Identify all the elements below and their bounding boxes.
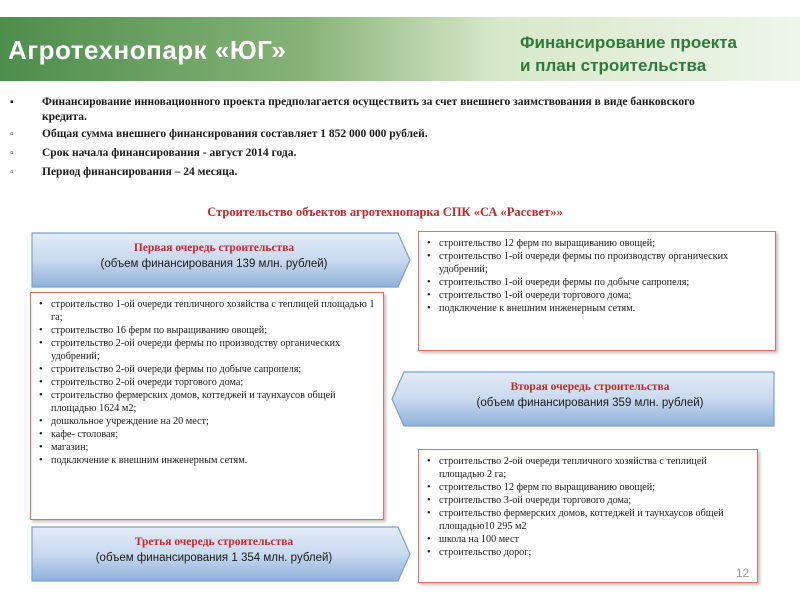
bullet-icon: • [427,508,431,519]
bullet-icon: • [427,303,431,314]
list-item [427,481,749,494]
bullet-icon: • [39,325,43,336]
list-item [427,507,749,533]
second-stage-arrow [390,370,776,428]
list-item [427,546,749,559]
list-item-text: строительство 2-ой очереди тепличного хозяйства с теплицей площадью 2 га; [439,456,707,480]
list-item [39,389,375,415]
list-item-text: строительство фермерских домов, коттеджей и таунхаусов общей площадью 1624 м2; [51,390,336,414]
second-stage-label [406,379,774,411]
intro-text: Общая сумма внешнего финансирования составляет 1 852 000 000 рублей. [42,128,428,140]
list-item [427,237,767,250]
list-item-text: кафе- столовая; [51,429,119,440]
bullet-icon: • [427,547,431,558]
list-item-text: строительство фермерских домов, коттеджей и таунхаусов общей площадью10 295 м2 [439,508,724,532]
list-item-text: строительство 1-ой очереди тепличного хозяйства с теплицей площадью 1 га; [51,299,375,323]
bullet-icon: • [39,299,43,310]
list-item-text: подключение к внешним инженерным сетям. [439,303,636,314]
list-item [427,455,749,481]
bullet-icon: • [427,495,431,506]
list-item [427,494,749,507]
intro-text: Период финансирования – 24 месяца. [42,166,238,178]
bullet-icon: • [39,390,43,401]
list-item-text: строительство 2-ой очереди фермы по производству органических удобрений; [51,338,341,362]
bullet-icon: • [39,364,43,375]
list-item-text: строительство 1-ой очереди фермы по производству органических удобрений; [439,251,729,275]
bullet-icon: • [427,482,431,493]
third-stage-title: Третья очередь строительства [134,536,294,548]
square-bullet-icon: ▫ [10,148,14,159]
list-item [39,337,375,363]
intro-list [10,95,710,184]
bullet-icon: • [427,456,431,467]
page-number: 12 [736,566,750,580]
intro-item [10,127,710,142]
list-item [39,454,375,467]
first-stage-arrow [30,231,412,289]
bullet-icon: • [427,534,431,545]
list-item [39,428,375,441]
intro-text: Срок начала финансирования - август 2014 года. [42,147,297,159]
list-item [427,533,749,546]
intro-item [10,146,710,161]
list-item [427,276,767,289]
list-item-text: строительство 16 ферм по выращиванию овощей; [51,325,268,336]
square-bullet-icon: ▫ [10,167,14,178]
bullet-icon: • [427,238,431,249]
list-item [427,289,767,302]
first-stage-list [418,231,776,351]
third-stage-arrow [30,525,412,583]
list-item-text: строительство 2-ой очереди торгового дома; [51,377,244,388]
list-item-text: магазин; [51,442,89,453]
bullet-icon: • [39,338,43,349]
list-item [39,376,375,389]
second-stage-list [30,292,384,520]
page-title: Агротехнопарк «ЮГ» [8,35,287,65]
square-bullet-icon: ▫ [10,129,14,140]
list-item-text: строительство 12 ферм по выращиванию овощей; [439,238,656,249]
list-item-text: дошкольное учреждение на 20 мест; [51,416,209,427]
subtitle-line-2: и план строительства [520,56,707,75]
first-stage-title: Первая очередь строительства [133,242,295,254]
list-item-text: строительство 1-ой очереди торгового дома; [439,290,632,301]
bullet-icon: • [39,455,43,466]
bullet-icon: • [427,277,431,288]
list-item-text: школа на 100 мест [439,534,519,545]
second-stage-funding: (объем финансирования 359 млн. рублей) [476,397,704,409]
third-stage-list [418,449,758,583]
section-title: Строительство объектов агротехнопарка СПК «СА «Рассвет»» [207,205,563,219]
first-stage-funding: (объем финансирования 139 млн. рублей) [100,258,328,270]
list-item-text: строительство 3-ой очереди торгового дома; [439,495,632,506]
first-stage-label [30,240,398,272]
third-stage-label [30,534,398,566]
third-stage-funding: (объем финансирования 1 354 млн. рублей) [95,552,333,564]
bullet-icon: • [39,442,43,453]
subtitle-line-1: Финансирование проекта [520,33,737,52]
intro-item [10,165,710,180]
list-item-text: строительство 1-ой очереди фермы по добыче сапропеля; [439,277,690,288]
bullet-icon: • [39,416,43,427]
intro-item [10,95,710,125]
bullet-icon: • [39,377,43,388]
second-stage-title: Вторая очередь строительства [510,381,670,393]
page-subtitle [520,31,737,77]
list-item [39,441,375,454]
list-item [39,324,375,337]
list-item [427,302,767,315]
intro-text: Финансирование инновационного проекта предполагается осуществить за счет внешнего заимствования в виде банковского кредита. [42,96,695,123]
list-item-text: строительство 2-ой очереди фермы по добыче сапропеля; [51,364,302,375]
list-item-text: строительство дорог; [439,547,532,558]
list-item-text: строительство 12 ферм по выращиванию овощей; [439,482,656,493]
list-item [39,298,375,324]
list-item [39,415,375,428]
header-banner [0,17,800,81]
square-bullet-icon: ▪ [10,97,14,108]
list-item-text: подключение к внешним инженерным сетям. [51,455,248,466]
list-item [427,250,767,276]
list-item [39,363,375,376]
bullet-icon: • [39,429,43,440]
bullet-icon: • [427,251,431,262]
bullet-icon: • [427,290,431,301]
